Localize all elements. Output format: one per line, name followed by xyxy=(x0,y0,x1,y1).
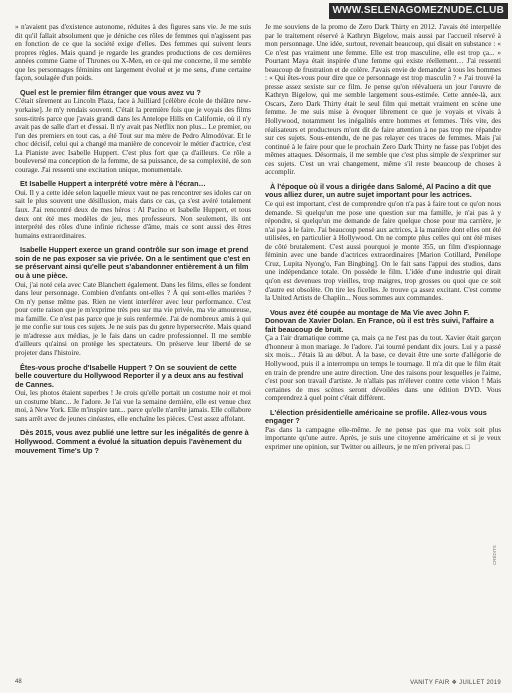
interview-question: Dès 2015, vous avez publié une lettre sur les inégalités de genre à Hollywood. Comment a évolué la situation depuis l'avènement du mouvement Time's Up ? xyxy=(15,428,249,455)
interview-question: Êtes-vous proche d'Isabelle Huppert ? On se souvient de cette belle couverture du Hollywood Reporter il y a deux ans au festival de Cannes. xyxy=(15,362,244,389)
interview-question: Et Isabelle Huppert a interprété votre mère à l'écran… xyxy=(20,179,206,189)
answer-paragraph: Oui. Il y a cette idée selon laquelle mieux vaut ne pas rencontrer ses idoles car on sait le plus souvent une désillusion, mais dans ce cas, ça s'est avéré totalement faux. J'ai rencontré deux de mes héros : Al Pacino et Isabelle Huppert, et tous deux ont été mes modèles de jeu, mes professeurs. Non seulement, ils ont interprété des rôles d'une infinie richesse d'âme, mais ce sont aussi des êtres humains extraordinaires. xyxy=(15,188,251,240)
watermark: WWW.SELENAGOMEZNUDE.CLUB xyxy=(329,3,508,19)
interview-question: Vous avez été coupée au montage de Ma Vie avec John F. Donovan de Xavier Dolan. En France, où il est très suivi, l'affaire a fait beaucoup de bruit. xyxy=(265,307,494,334)
interview-question: À l'époque où il vous a dirigée dans Salomé, Al Pacino a dit que vous alliez durer, un autre sujet important pour les actrices. xyxy=(265,181,492,200)
answer-paragraph: Oui, j'ai noté cela avec Cate Blanchett également. Dans les films, elles se fondent dans leur personnage. Combien d'enfants ont-elles ? À qui sont-elles mariées ? On n'y pense même pas. Rien ne vient interférer avec leur performance. C'est pour cette raison que je m'exprime très peu sur ma vie privée, ma vie amoureuse, ma famille. Ce n'est pas parce que je suis renfermée. J'ai de nombreux amis à qui je me confie sur tous ces sujets. Je ne suis pas du genre hypersecrète. Mais quand je m'adresse aux médias, je le fais dans un cadre professionnel. Il me semble d'ailleurs qu'ainsi on protège les spectateurs. On préserve leur liberté de se projeter dans l'histoire. xyxy=(15,280,251,357)
page-footer xyxy=(15,679,501,689)
interview-question: Isabelle Huppert exerce un grand contrôle sur son image et prend soin de ne pas exposer sa vie privée. On a le sentiment que c'est en se préservant ainsi qu'elle peut s'abandonner entièrement à un film ou à une pièce. xyxy=(15,245,251,280)
answer-paragraph: Je me souviens de la promo de Zero Dark Thirty en 2012. J'avais été interpellée par le traitement réservé à Kathryn Bigelow, mais aussi par l'accueil réservé à mon personnage. Une idée, surtout, revenait beaucoup, qui disait en substance : « Ce n'est pas vraiment une femme. Elle est trop masculine, elle est trop ça... » Pourtant Maya était inspirée d'une femme qui existe réellement… J'ai ressenti beaucoup de frustration et de colère. J'avais envie de demander à tous les hommes : « Qui êtes-vous pour dire que ce personnage est trop masculin ? » J'ai trouvé la presse assez sexiste sur ce film. Je pense qu'on réévaluera un jour l'œuvre de Kathryn Bigelow, qui me semble largement sous-estimée. Cette année-là, aux Oscars, Zero Dark Thirty était le seul film qui mettait vraiment en scène une femme. Je me suis mise à évoquer librement ce que je voyais et vivais à Hollywood, notamment les inégalités entre hommes et femmes. Très vite, des réalisateurs et producteurs m'ont dit de faire attention à ne pas trop me répandre sur ces sujets. Sous-entendu, de ne pas relayer ces traces de femmes. Mais j'ai continué à le faire pour que le prochain Zero Dark Thirty ne fasse pas l'objet des mêmes attaques. Désormais, il me semble que c'est plus simple de s'exprimer sur ces sujets. C'est un vrai changement, même s'il reste beaucoup de choses à accomplir. xyxy=(265,23,501,177)
answer-paragraph: C'était sûrement au Lincoln Plaza, face à Juilliard [célèbre école de théâtre new-yorkaise]. Je m'y rendais souvent. C'était la première fois que je voyais des films sous-titrés parce que j'avais grandi dans les Antelope Hills en Californie, où il n'y avait pas de salle d'art et d'essai. Il n'y avait pas Netflix non plus... Le premier, ou l'un des premiers en tout cas, a été Tout sur ma mère de Pedro Almodóvar. Et le choc décisif, celui qui a changé ma manière de concevoir le métier d'actrice, c'est La Pianiste avec Isabelle Huppert. C'est plus fort que ça d'ailleurs. Ce rôle a bouleversé ma conception de la femme, de sa puissance, de sa complexité, de son courage. J'ai ressenti une excitation unique, monumentale. xyxy=(15,97,251,174)
answer-paragraph: Oui, les photos étaient superbes ! Je crois qu'elle portait un costume noir et moi un costume blanc... Je l'adore. Je l'ai vue la semaine dernière, elle est venue chez moi, à New York. Elle m'inspire tant... parce qu'elle n'arrête jamais. Elle collabore sans arrêt avec de jeunes cinéastes, elle enchaîne les pièces. C'est assez affolant. xyxy=(15,389,251,423)
interview-question: Quel est le premier film étranger que vous avez vu ? xyxy=(20,87,201,97)
interview-question: L'élection présidentielle américaine se profile. Allez-vous vous engager ? xyxy=(265,407,487,426)
page-number: 48 xyxy=(15,679,22,685)
answer-paragraph: » n'avaient pas d'existence autonome, réduites à des figures sans vie. Je me suis dit qu'il fallait absolument que je déniche ces rôles de femmes qui n'agissent pas en fonction de ce que la société exige d'elles. Des femmes qui suivent leurs propres règles. Mais quand je regarde les grandes productions de ces dernières années comme Game of Thrones ou X-Men, en ce qui me concerne, il me semble que les personnages féminins ont largement évolué et je me sens, d'une certaine façon, soulagée d'un poids. xyxy=(15,23,251,83)
answer-paragraph: Ça a l'air dramatique comme ça, mais ça ne l'est pas du tout. Xavier était garçon d'honneur à mon mariage. Je l'adore. J'ai tourné pendant dix jours. Lui y a passé six mois... J'étais là au début. À la base, ce devait être une sorte d'allégorie de Hollywood, puis il a interrompu un temps le tournage. Il m'a dit que le film était en train de prendre une autre direction. Une des raisons pour lesquelles je l'aime, c'est pour son travail d'artiste. Je n'allais pas m'élever contre cette vision ! Mais certaines de mes scènes seront dévoilées dans une édition DVD. Vous comprendrez à quel point c'était différent. xyxy=(265,334,501,403)
magazine-issue: VANITY FAIR ❖ JUILLET 2019 xyxy=(410,680,501,686)
right-column xyxy=(265,23,501,663)
article-body xyxy=(15,23,501,663)
photo-credit: CRÉDITS xyxy=(492,545,497,565)
answer-paragraph: Ce qui est important, c'est de comprendre qu'on n'a pas à faire tout ce qu'on nous demande. Si quelqu'un me pose une question sur ma famille, je n'ai pas à y répondre, si quelqu'un me demande de faire quelque chose pour ma carrière, je n'ai pas à le faire. J'ai beaucoup pensé aux actrices, à la manière dont elles ont été utilisées, en particulier à Hollywood. On ne compte plus celles qui ont été mises de côté brutalement. C'est aussi pourquoi je monte 355, un film d'espionnage féminin avec une bande d'actrices extraordinaires [Marion Cotillard, Penélope Cruz, Lupita Nyong'o, Fan Bingbing]. On le fait sans l'appui des studios, dans une indépendance totale. On possède le film. L'idée d'une industrie qui dirait qu'on est devenues trop vieilles, trop maigres, trop grosses ou quoi que ce soit d'autre est obsolète. On tire les ficelles. Je trouve ça assez excitant. C'est comme la United Artists de Chaplin... Nous sommes aux commandes. xyxy=(265,200,501,303)
answer-paragraph: Pas dans la campagne elle-même. Je ne pense pas que ma voix soit plus importante qu'une autre. Après, je suis une citoyenne américaine et si je veux exprimer une opinion, sur Twitter ou ailleurs, je ne m'en priverai pas. □ xyxy=(265,425,501,452)
left-column xyxy=(15,23,251,663)
